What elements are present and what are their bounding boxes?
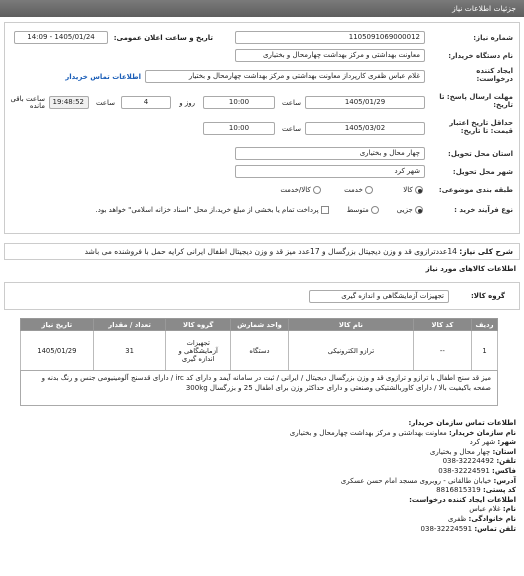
process-medium-option[interactable]: متوسط [347,206,379,214]
cell-qty: 31 [93,331,166,371]
requester-label: ایجاد کننده درخواست: [476,67,513,83]
contact-title: اطلاعات تماس سازمان خریدار: [408,419,516,427]
province-label: استان محل تحویل: [448,150,513,158]
col-group: گروه کالا [166,319,230,331]
remaining-label: ساعت باقی مانده [10,95,45,110]
contact-line: شهر: شهر کرد [469,438,516,447]
province-field: چهار محال و بختیاری [235,147,425,160]
need-number-field: 1105091069000012 [235,31,425,44]
price-time-label: ساعت [281,125,301,133]
day-label: روز و [179,99,195,107]
cell-row: 1 [471,331,497,371]
category-goods-option[interactable]: کالا [403,186,423,194]
contact-line: فاکس: 32224591-038 [438,466,516,475]
price-date-field: 1405/03/02 [305,122,425,135]
category-service-option[interactable]: خدمت [344,186,373,194]
contact-line: نام: غلام عباس [469,505,516,514]
page-title: جزئیات اطلاعات نیاز [0,0,524,17]
reply-deadline-label: مهلت ارسال پاسخ: تا تاریخ: [439,93,513,109]
category-label: طبقه بندی موضوعی: [438,186,513,194]
radio-icon[interactable] [371,206,379,214]
goods-group-box [4,282,520,310]
need-number-label: شماره نیاز: [473,34,513,42]
col-name: نام کالا [289,319,414,331]
radio-icon[interactable] [365,186,373,194]
description-box [4,243,520,260]
city-label: شهر محل تحویل: [452,168,513,176]
contact-line: کد پستی: 8816815319 [436,486,516,495]
announce-field: 1405/01/24 - 14:09 [14,31,108,44]
treasury-checkbox-row[interactable]: پرداخت تمام یا بخشی از مبلغ خرید،از محل "اسناد خزانه اسلامی" خواهد بود. [96,206,329,214]
cell-date: 1405/01/29 [21,331,94,371]
description-text: 14عددترازوی قد و وزن دیجیتال بزرگسال و 17عدد میز قد و وزن دیجیتال اطفال ایرانی کرایه حمل با فروشنده می باشد [84,247,457,256]
days-field: 4 [121,96,171,109]
col-row: ردیف [471,319,497,331]
category-goods-service-option[interactable]: کالا/خدمت [280,186,321,194]
group-field: تجهیزات آزمایشگاهی و اندازه گیری [309,290,449,303]
description-label: شرح کلی نیاز: [459,247,513,256]
city-field: شهر کرد [235,165,425,178]
col-unit: واحد شمارش [230,319,288,331]
table-row [21,331,498,371]
radio-selected-icon[interactable] [415,186,423,194]
cell-name: ترازو الکترونیکی [289,331,414,371]
radio-selected-icon[interactable] [415,206,423,214]
process-minor-option[interactable]: جزیی [397,206,423,214]
cell-group: تجهیزات آزمایشگاهی و اندازه گیری [166,331,230,371]
price-time-field: 10:00 [203,122,275,135]
reply-time-field: 10:00 [203,96,275,109]
reply-date-field: 1405/01/29 [305,96,425,109]
contact-line: تلفن: 32224492-038 [442,457,516,466]
group-label: گروه کالا: [470,292,505,300]
details-panel [4,22,520,234]
reply-time-label: ساعت [281,99,301,107]
contact-line: تلفن تماس: 32224591-038 [420,524,516,533]
remaining-time-label: ساعت [95,99,115,107]
contact-line: اطلاعات ایجاد کننده درخواست: [409,495,516,504]
table-header-row [21,319,498,331]
col-date: تاریخ نیاز [21,319,94,331]
cell-unit: دستگاه [230,331,288,371]
cell-code: -- [413,331,471,371]
col-code: کد کالا [413,319,471,331]
buyer-note: میز قد سنج اطفال با ترازو و ترازوی قد و وزن بزرگسال دیجیتال / ایرانی / ثبت در سامانه آیمد و دارای کد irc / دارای قدسنج آلومینیومی جنس و رنگ بدنه و صفحه باکیفیت بالا / دارای کاوربالشتیکی وصنعتی و دارای حداکثر وزن برای اطفال 25 و بزرگسال 300kg [20,370,498,406]
col-qty: تعداد / مقدار [93,319,166,331]
remaining-time-field: 19:48:52 [49,96,89,109]
contact-section [8,419,516,534]
contact-line: نام خانوادگی: ظفری [447,514,516,523]
radio-icon[interactable] [313,186,321,194]
process-label: نوع فرآیند خرید : [454,206,513,214]
need-number-row [13,31,513,45]
goods-table [20,318,498,371]
contact-line: استان: چهار محال و بختیاری [429,447,516,456]
buyer-contact-link[interactable]: اطلاعات تماس خریدار [65,73,141,81]
announce-label: تاریخ و ساعت اعلان عمومی: [113,34,213,42]
contact-line: نام سازمان خریدار: معاونت بهداشتی و مرکز بهداشت چهارمحال و بختیاری [289,428,516,437]
checkbox-icon[interactable] [321,206,329,214]
requester-field: غلام عباس ظفری کارپرداز معاونت بهداشتی و مرکز بهداشت چهارمحال و بختیار [145,70,425,83]
buyer-org-label: نام دستگاه خریدار: [448,52,513,60]
buyer-org-field: معاونت بهداشتی و مرکز بهداشت چهارمحال و بختیاری [235,49,425,62]
price-validity-label: حداقل تاریخ اعتبار قیمت: تا تاریخ: [449,119,513,135]
goods-section-title: اطلاعات کالاهای مورد نیاز [425,265,516,273]
contact-line: آدرس: خیابان طالقانی - روبروی مسجد امام حسن عسکری [340,476,516,485]
